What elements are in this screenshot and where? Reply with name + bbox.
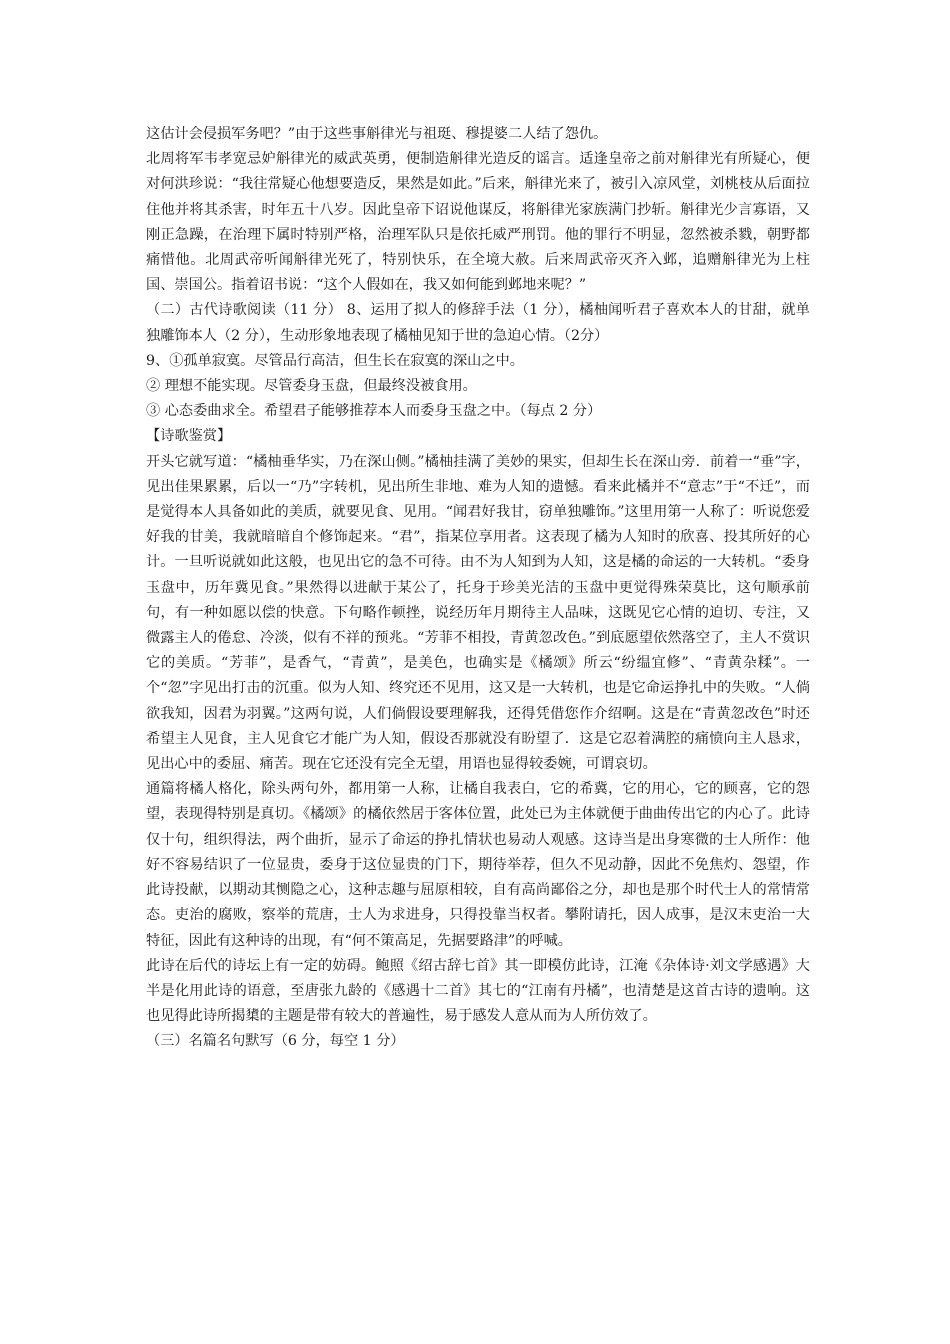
paragraph-text: 此诗在后代的诗坛上有一定的妨碍。鲍照《绍古辞七首》其一即模仿此诗，江淹《杂体诗·刘文学感遇》大半是化用此诗的语意，至唐张九龄的《感遇十二首》其七的“江南有丹橘”，也清楚是这首古诗的遗响。这也见得此诗所揭橥的主题是带有较大的普遍性，易于感发人意从而为人所仿效了。 (146, 957, 810, 1025)
document-page (146, 122, 810, 1055)
paragraph-text: 北周将军韦孝宽忌妒斛律光的威武英勇，便制造斛律光造反的谣言。适逢皇帝之前对斛律光有所疑心，便对何洪珍说：“我往常疑心他想要造反，果然是如此。”后来，斛律光来了，被引入凉风堂，刘桃枝从后面拉住他并将其杀害，时年五十八岁。因此皇帝下诏说他谋反，将斛律光家族满门抄斩。斛律光少言寡语，又刚正急躁，在治理下属时特别严格，治理军队只是依托威严刑罚。他的罪行不明显，忽然被杀戮，朝野都痛惜他。北周武帝听闻斛律光死了，特别快乐，在全境大赦。后来周武帝灭齐入邺，追赠斛律光为上柱国、崇国公。指着诏书说：“这个人假如在，我又如何能到邺地来呢？” (146, 151, 810, 294)
paragraph-text: ② 理想不能实现。尽管委身玉盘，但最终没被食用。 (146, 378, 477, 395)
paragraph-text: 开头它就写道：“橘柚垂华实，乃在深山侧。”橘柚挂满了美妙的果实，但却生长在深山旁．前着一“垂”字，见出佳果累累，后以一“乃”字转机，见出所生非地、难为人知的遗憾。看来此橘并不“意志”于“不迁”，而是觉得本人具备如此的美质，就要见食、见用。“闻君好我甘，窃单独雕饰。”这里用第一人称了：听说您爱好我的甘美，我就暗暗自个修饰起来。“君”，指某位享用者。这表现了橘为人知时的欣喜、投其所好的心计。一旦听说就如此这般，也见出它的急不可待。由不为人知到为人知，这是橘的命运的一大转机。“委身玉盘中，历年冀见食。”果然得以进献于某公了，托身于珍美光洁的玉盘中更觉得殊荣莫比，这句顺承前句，有一种如愿以偿的快意。下句略作顿挫，说经历年月期待主人品味，这既见它心情的迫切、专注，又微露主人的倦怠、冷淡，似有不祥的预兆。“芳菲不相投，青黄忽改色。”到底愿望依然落空了，主人不赏识它的美质。“芳菲”，是香气，“青黄”，是美色，也确实是《橘颂》所云“纷缊宜修”、“青黄杂糅”。一个“忽”字见出打击的沉重。似为人知、终究还不见用，这又是一大转机，也是它命运挣扎中的失败。“人倘欲我知，因君为羽翼。”这两句说，人们倘假设要理解我，还得凭借您作介绍啊。这是在“青黄忽改色”时还希望主人见食，主人见食它才能广为人知，假设否那就没有盼望了．这是它忍着满腔的痛愤向主人恳求，见出心中的委屈、痛苦。现在它还没有完全无望，用语也显得较委婉，可谓哀切。 (146, 453, 810, 773)
section-heading: 【诗歌鉴赏】 (146, 428, 232, 445)
paragraph-text: ③ 心态委曲求全。希望君子能够推荐本人而委身玉盘之中。（每点 2 分） (146, 403, 602, 420)
section-heading: （三）名篇名句默写（6 分，每空 1 分） (146, 1033, 405, 1050)
paragraph-text: 9、①孤单寂寞。尽管品行高洁，但生长在寂寞的深山之中。 (146, 352, 524, 369)
paragraph-text: 这估计会侵损军务吧？”由于这些事斛律光与祖珽、穆提婆二人结了怨仇。 (146, 126, 608, 142)
paragraph-text: 通篇将橘人格化，除头两句外，都用第一人称，让橘自我表白，它的希冀，它的用心，它的顾喜，它的怨望，表现得特别是真切。《橘颂》的橘依然居于客体位置，此处已为主体就便于曲曲传出它的内心了。此诗仅十句，组织得法，两个曲折，显示了命运的挣扎情状也易动人观感。这诗当是出身寒微的士人所作：他好不容易结识了一位显贵，委身于这位显贵的门下，期待举荐，但久不见动静，因此不免焦灼、怨望，作此诗投献，以期动其恻隐之心，这种志趣与屈原相较，自有高尚鄙俗之分，却也是那个时代士人的常情常态。吏治的腐败，察举的荒唐，士人为求进身，只得投靠当权者。攀附请托，因人成事，是汉末吏治一大特征，因此有这种诗的出现，有“何不策高足，先据要路津”的呼喊。 (146, 781, 810, 949)
paragraph-text: （二）古代诗歌阅读（11 分） 8、运用了拟人的修辞手法（1 分），橘柚闻听君子喜欢本人的甘甜，就单独雕饰本人（2 分），生动形象地表现了橘柚见知于世的急迫心情。（2分） (146, 302, 810, 344)
